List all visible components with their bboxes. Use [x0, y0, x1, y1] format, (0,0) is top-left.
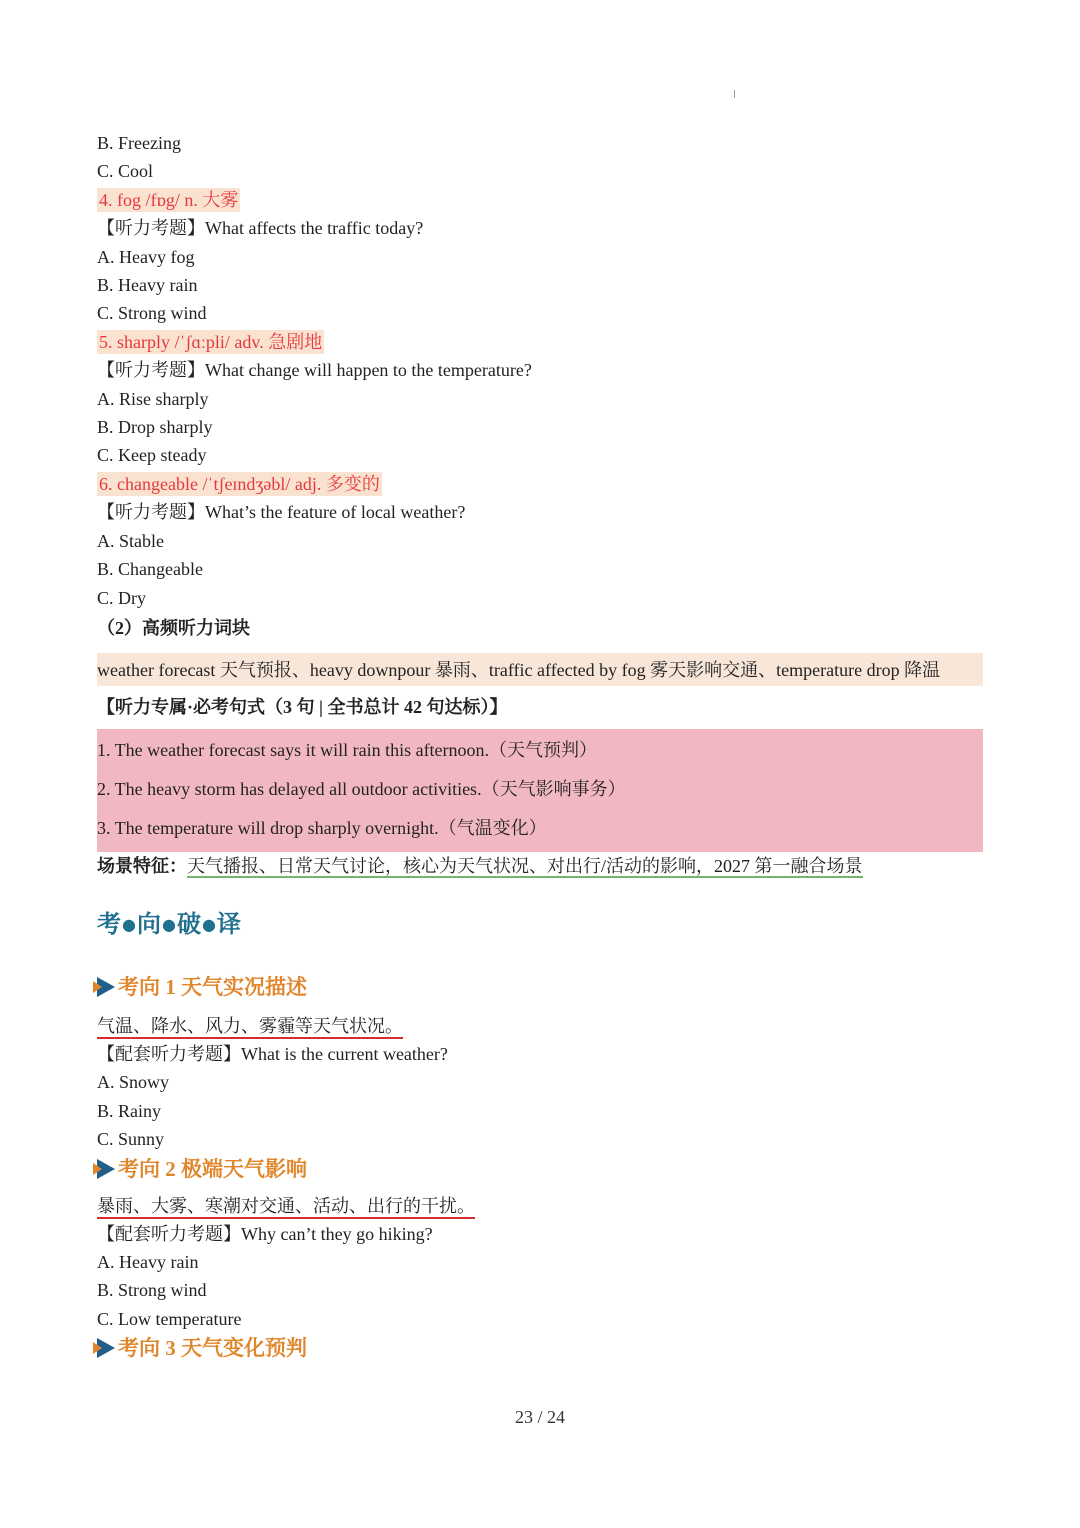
option-line: B. Changeable — [97, 559, 203, 580]
header-tick-mark — [734, 90, 735, 98]
direction-title — [97, 1154, 983, 1184]
bullet-dot-icon: ● — [161, 914, 176, 934]
option-line: B. Freezing — [97, 133, 181, 153]
bullet-dot-icon: ● — [201, 914, 216, 934]
chunks-box: weather forecast 天气预报、heavy downpour 暴雨、traffic affected by fog 雾天影响交通、temperature drop 降温 — [97, 653, 983, 686]
listening-question: 【听力考题】What’s the feature of local weather? — [97, 502, 466, 523]
vocab-entry — [97, 470, 983, 498]
scene-features — [97, 852, 983, 880]
direction-description — [97, 1192, 983, 1220]
option-line: B. Drop sharply — [97, 417, 213, 438]
option-line: C. Strong wind — [97, 303, 207, 324]
banner-char: 译 — [216, 909, 241, 938]
scene-text: 天气播报、日常天气讨论，核心为天气状况、对出行/活动的影响，2027 第一融合场景 — [187, 855, 863, 876]
listening-question: 【听力考题】What affects the traffic today? — [97, 218, 424, 239]
direction-description-text: 暴雨、大雾、寒潮对交通、活动、出行的干扰。 — [97, 1196, 475, 1219]
option-line: C. Keep steady — [97, 445, 207, 466]
chunks-heading: （2）高频听力词块 — [97, 617, 250, 638]
option-line: A. Snowy — [97, 1072, 170, 1093]
arrow-marker-icon — [97, 1338, 115, 1358]
vocab-entry — [97, 186, 983, 214]
bullet-dot-icon: ● — [122, 914, 136, 934]
vocab-word-sharply: 5. sharply /ˈʃɑːpli/ adv. 急剧地 — [99, 331, 323, 352]
vocab-word-changeable: 6. changeable /ˈtʃeɪndʒəbl/ adj. 多变的 — [99, 473, 380, 494]
direction-title — [97, 1333, 983, 1363]
banner-char: 破 — [176, 909, 201, 938]
option-line: A. Heavy fog — [97, 246, 195, 267]
listening-question: 【配套听力考题】What is the current weather? — [97, 1043, 448, 1064]
banner-char: 考 — [97, 909, 121, 938]
scene-label: 场景特征： — [97, 855, 187, 876]
direction-title — [97, 972, 983, 1002]
pattern-sentence: 2. The heavy storm has delayed all outdoor activities.（天气影响事务） — [97, 778, 626, 799]
option-line: C. Low temperature — [97, 1308, 242, 1329]
direction-title-text: 考向 1 天气实况描述 — [118, 974, 307, 999]
page-number: 23 / 24 — [514, 1407, 565, 1427]
pattern-sentence: 3. The temperature will drop sharply overnight.（气温变化） — [97, 817, 547, 838]
option-line: B. Rainy — [97, 1100, 162, 1121]
pattern-sentence: 1. The weather forecast says it will rain this afternoon.（天气预判） — [97, 739, 598, 760]
direction-description-text: 气温、降水、风力、雾霾等天气状况。 — [97, 1016, 403, 1039]
vocab-word-fog: 4. fog /fɒg/ n. 大雾 — [99, 189, 239, 210]
option-line: C. Dry — [97, 587, 146, 608]
patterns-box — [97, 729, 983, 852]
page-content — [97, 129, 983, 1363]
direction-title-text: 考向 3 天气变化预判 — [118, 1336, 307, 1361]
arrow-marker-icon — [97, 977, 115, 997]
patterns-heading: 【听力专属·必考句式（3 句 | 全书总计 42 句达标）】 — [97, 696, 508, 717]
option-line: C. Sunny — [97, 1129, 165, 1150]
listening-question: 【配套听力考题】Why can’t they go hiking? — [97, 1223, 433, 1244]
direction-description — [97, 1012, 983, 1040]
direction-title-text: 考向 2 极端天气影响 — [118, 1156, 307, 1181]
option-line: A. Heavy rain — [97, 1251, 199, 1272]
banner-char: 向 — [136, 909, 161, 938]
option-line: B. Strong wind — [97, 1280, 207, 1301]
listening-question: 【听力考题】What change will happen to the temperature? — [97, 360, 532, 381]
option-line: A. Rise sharply — [97, 388, 209, 409]
arrow-marker-icon — [97, 1159, 115, 1179]
vocab-entry — [97, 328, 983, 356]
option-line: B. Heavy rain — [97, 275, 198, 296]
section-banner — [97, 904, 983, 945]
option-line: A. Stable — [97, 530, 164, 551]
option-line: C. Cool — [97, 161, 154, 182]
